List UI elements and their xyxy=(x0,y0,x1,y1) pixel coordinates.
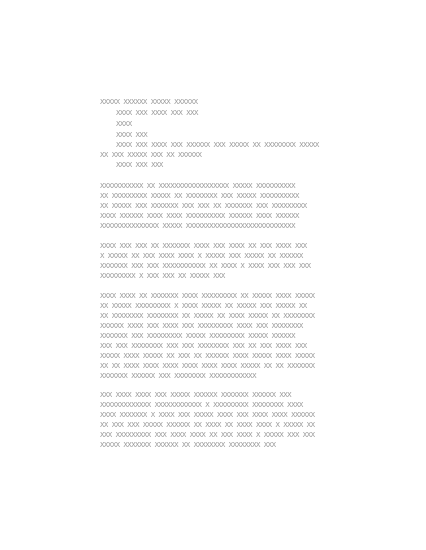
paragraph-line: XXXXXXXXXXXXXXX XXXXX XXXXXXXXXXXXXXXXXXXXXXXXXXXX xyxy=(100,221,295,230)
paragraph-line: XX XXXXXXXXX XXXXX XX XXXXXXXX XXX XXXXX XXXXXXXXXX xyxy=(100,191,299,200)
header-line: XXXX XXX xyxy=(116,130,148,139)
paragraph-line: XXX XXXXXXXXX XXX XXXX XXXX XX XXX XXXX X XXXXX XXX XXX xyxy=(100,430,315,439)
paragraph-line: XXX XXXX XXXX XXX XXXXX XXXXXX XXXXXXX XXXXXX XXX xyxy=(100,390,292,399)
paragraph-line: XXXX XXXX XX XXXXXXX XXXX XXXXXXXXX XX XXXXX XXXX XXXXX xyxy=(100,291,315,300)
paragraph-line: X XXXXX XX XXX XXXX XXXX X XXXXX XXX XXXXX XX XXXXXX xyxy=(100,251,303,260)
paragraph-line: XX XXX XXX XXXXX XXXXXX XX XXXX XX XXXX XXXX X XXXXX XX xyxy=(100,420,315,429)
header-line: XXXX XXX XXXX XXX XXXXXX XXX XXXXX XX XXXXXXXX XXXXX xyxy=(116,140,319,149)
paragraph-line: XX XX XXXX XXXX XXXX XXXX XXXX XXXX XXXXX XX XX XXXXXXX xyxy=(100,361,315,370)
header-line: XX XXX XXXXX XXX XX XXXXXX xyxy=(100,150,202,159)
paragraph-line: XXXXXXX XXX XXXXXXXXX XXXXX XXXXXXXXX XXXXX XXXXXX xyxy=(100,331,295,340)
header-line: XXXX xyxy=(116,119,132,128)
paragraph-line: XXXXXX XXXX XXX XXXX XXX XXXXXXXXX XXXX XXX XXXXXXXX xyxy=(100,321,303,330)
paragraph-line: XXX XXX XXXXXXXX XXX XXX XXXXXXXX XXX XX XXX XXXX XXX xyxy=(100,341,307,350)
paragraph-line: XXXX XXXXXXX X XXXX XXX XXXXX XXXX XXX XXXX XXXX XXXXXX xyxy=(100,410,315,419)
paragraph-line: XXXXXXXXX X XXX XXX XX XXXXX XXX xyxy=(100,271,225,280)
paragraph-line: XX XXXXX XXX XXXXXXX XXX XXX XX XXXXXXX XXX XXXXXXXXX xyxy=(100,201,307,210)
paragraph-line: XXXXXXXXXXXXX XXXXXXXXXXXX X XXXXXXXXX XXXXXXXX XXXX xyxy=(100,400,303,409)
paragraph-line: XXXXXXX XXX XXX XXXXXXXXXXX XX XXXX X XXXX XXX XXX XXX xyxy=(100,261,311,270)
paragraph-line: XXXX XXX XXX XX XXXXXXX XXXX XXX XXXX XX XXX XXXX XXX xyxy=(100,241,307,250)
paragraph-line: XXXXXXXXXXX XX XXXXXXXXXXXXXXXXXX XXXXX XXXXXXXXXX xyxy=(100,181,295,190)
paragraph-line: XX XXXXXXXX XXXXXXXX XX XXXXX XX XXXX XXXXX XX XXXXXXXX xyxy=(100,311,315,320)
header-line: XXXX XXX XXX xyxy=(116,160,163,169)
paragraph-line: XXXXX XXXX XXXXX XX XXX XX XXXXXX XXXX XXXXX XXXX XXXXX xyxy=(100,351,315,360)
paragraph-line: XXXXXXX XXXXXX XXX XXXXXXXX XXXXXXXXXXXX xyxy=(100,371,256,380)
paragraph-line: XX XXXXX XXXXXXXXX X XXXX XXXXX XX XXXXX XXX XXXXX XX xyxy=(100,301,307,310)
header-line: XXXX XXX XXXX XXX XXX xyxy=(116,108,198,117)
paragraph-line: XXXXX XXXXXXX XXXXXX XX XXXXXXXX XXXXXXXX XXX xyxy=(100,440,276,449)
paragraph-line: XXXX XXXXXX XXXX XXXX XXXXXXXXXX XXXXXX XXXX XXXXXX xyxy=(100,211,299,220)
title-line: XXXXX XXXXXX XXXXX XXXXXX xyxy=(100,97,198,106)
